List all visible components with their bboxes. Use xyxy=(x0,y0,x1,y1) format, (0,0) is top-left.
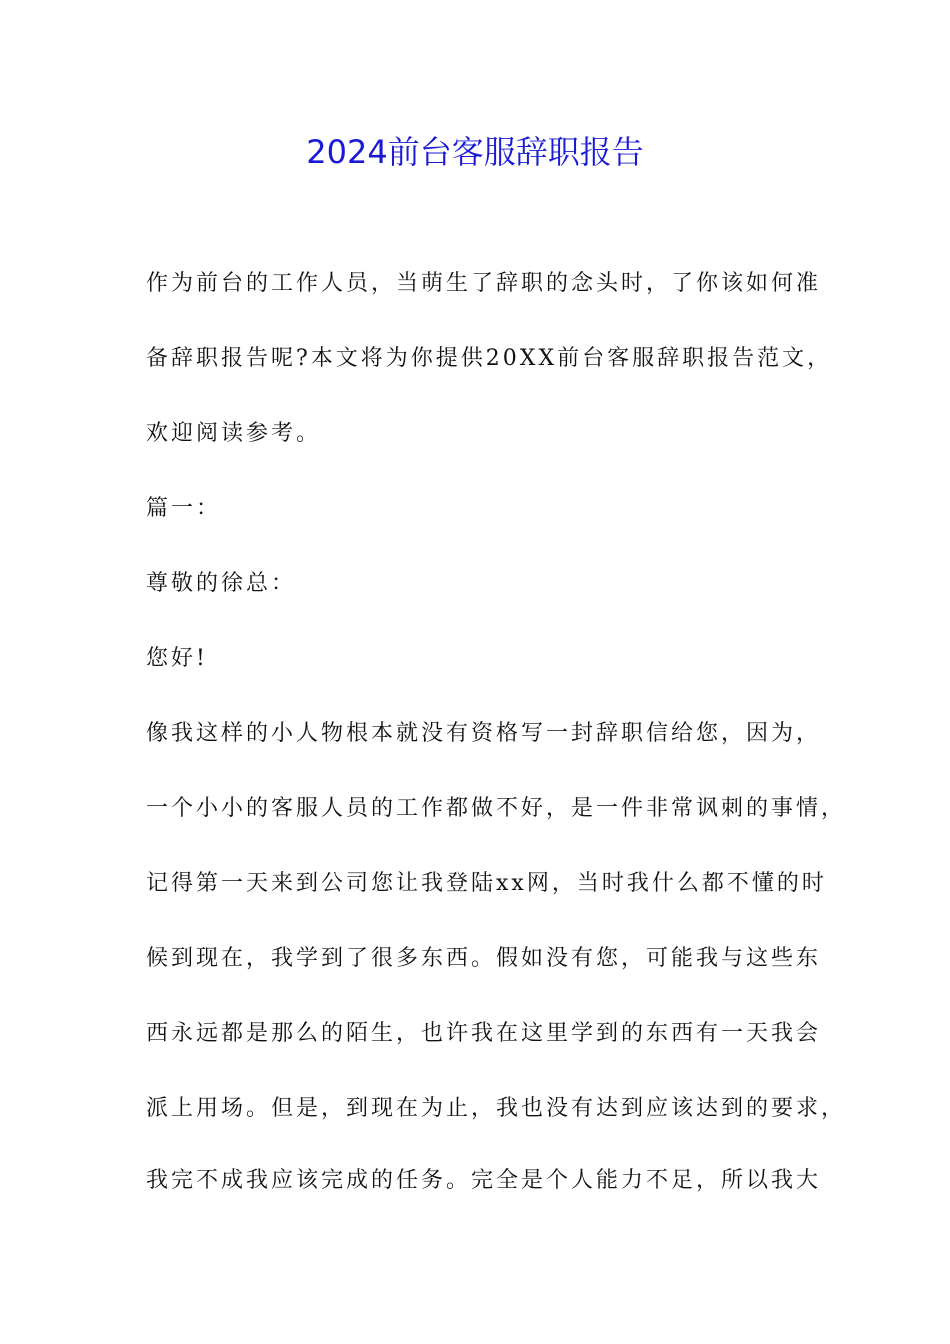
section-heading: 篇一： xyxy=(146,496,222,521)
body-line-3: 记得第一天来到公司您让我登陆xx网，当时我什么都不懂的时 xyxy=(146,871,827,896)
body-line-4: 候到现在，我学到了很多东西。假如没有您，可能我与这些东 xyxy=(146,946,822,971)
body-line-6: 派上用场。但是，到现在为止，我也没有达到应该达到的要求， xyxy=(146,1096,847,1121)
body-line-2: 一个小小的客服人员的工作都做不好，是一件非常讽刺的事情， xyxy=(146,796,847,821)
salutation: 尊敬的徐总： xyxy=(146,571,297,596)
document-title: 2024前台客服辞职报告 xyxy=(306,133,644,171)
body-line-1: 像我这样的小人物根本就没有资格写一封辞职信给您，因为， xyxy=(146,721,822,746)
body-line-5: 西永远都是那么的陌生，也许我在这里学到的东西有一天我会 xyxy=(146,1021,822,1046)
body-line-7: 我完不成我应该完成的任务。完全是个人能力不足，所以我大 xyxy=(146,1168,822,1193)
intro-line-3: 欢迎阅读参考。 xyxy=(146,421,322,446)
intro-line-2: 备辞职报告呢?本文将为你提供20XX前台客服辞职报告范文， xyxy=(146,346,833,371)
intro-line-1: 作为前台的工作人员，当萌生了辞职的念头时，了你该如何准 xyxy=(146,271,822,296)
greeting: 您好! xyxy=(146,646,208,671)
